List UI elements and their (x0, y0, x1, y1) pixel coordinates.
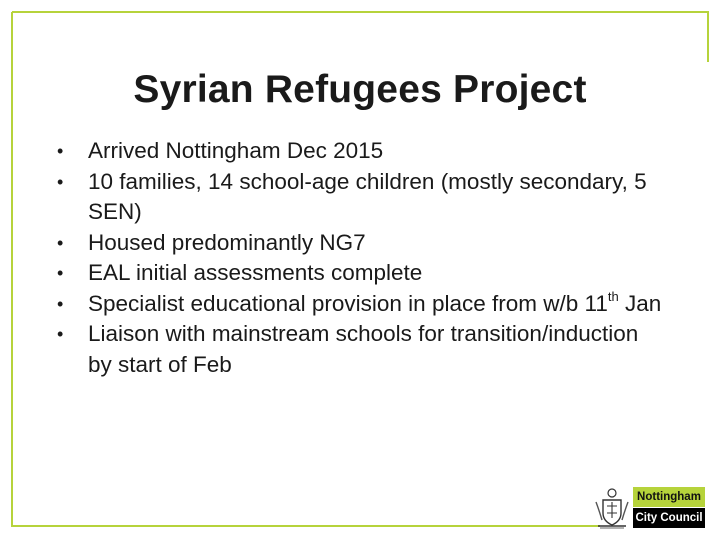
logo-label-top: Nottingham (633, 487, 705, 507)
slide-title: Syrian Refugees Project (133, 68, 587, 111)
bullet-dot-icon: • (57, 263, 64, 283)
bullet-item: • 10 families, 14 school-age children (mostly secondary, 5 SEN) (57, 168, 647, 224)
logo-label-bottom: City Council (633, 508, 705, 528)
bullet-item: • Liaison with mainstream schools for transition/induction by start of Feb (57, 321, 639, 377)
bullet-item: • Housed predominantly NG7 (57, 228, 667, 259)
coat-of-arms-icon (592, 486, 632, 530)
bullet-dot-icon: • (57, 141, 64, 161)
bullet-item: • Arrived Nottingham Dec 2015 (57, 136, 667, 167)
bullet-list (57, 136, 667, 380)
bullet-dot-icon: • (57, 171, 64, 192)
bullet-item: • Specialist educational provision in place from w/b 11th Jan (57, 289, 667, 320)
bullet-item: • EAL initial assessments complete (57, 258, 667, 289)
nottingham-city-council-logo (592, 486, 707, 530)
bullet-dot-icon: • (57, 232, 64, 253)
bullet-dot-icon: • (57, 324, 64, 344)
bullet-dot-icon: • (57, 293, 64, 314)
